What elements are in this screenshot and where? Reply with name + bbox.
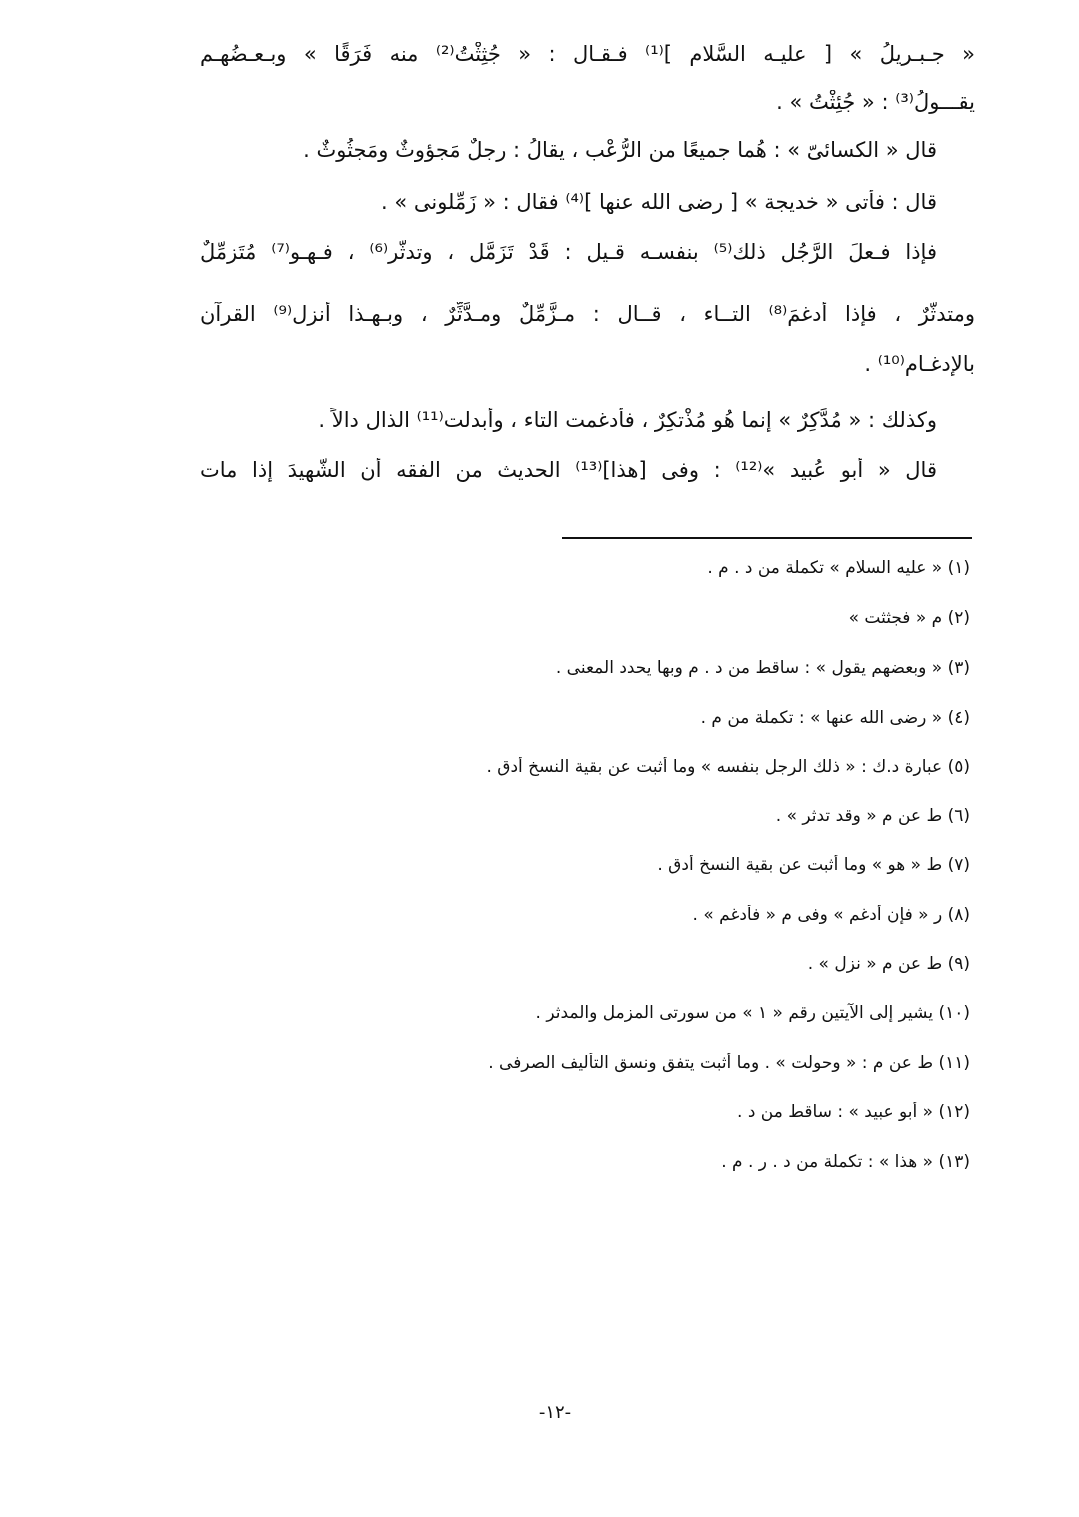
main-line-3: قال « الكسائىّ » : هُما جميعًا من الرُّعْب ، يقالُ : رجلٌ مَجؤوثٌ ومَجثُوثٌ . bbox=[303, 138, 937, 162]
footnote-4: (٤) « رضى الله عنها » : تكملة من م . bbox=[700, 708, 970, 728]
main-line-1: « جـبـريلُ » [ عليـه السَّلام ]⁽¹⁾ فـقـال : « جُثِثْتُ⁽²⁾ منه فَرَقًا » وبـعـضُهـم bbox=[200, 42, 975, 66]
footnote-1: (١) « عليه السلام » تكملة من د . م . bbox=[707, 558, 970, 578]
main-line-9: قال « أبو عُبيد »⁽¹²⁾ : وفى [هذا]⁽¹³⁾ الحديث من الفقه أن الشَّهيدَ إذا مات bbox=[200, 458, 937, 482]
footnote-10: (١٠) يشير إلى الآيتين رقم « ١ » من سورتى المزمل والمدثر . bbox=[535, 1003, 970, 1023]
footnote-5: (٥) عبارة د.ك : « ذلك الرجل بنفسه » وما أثبت عن بقية النسخ أدق . bbox=[486, 757, 970, 777]
main-line-6: ومتدثّرٌ ، فإذا أدغمَ⁽⁸⁾ التــاء ، قــال : مـزَّمِّلٌ ومـدَّثِّرٌ ، وبـهـذا أُنزل⁽⁹⁾ القرآن bbox=[200, 302, 975, 326]
footnote-7: (٧) ط « هو » وما أثبت عن بقية النسخ أدق . bbox=[657, 855, 970, 875]
footnote-12: (١٢) « أبو عبيد » : ساقط من د . bbox=[737, 1102, 970, 1122]
main-line-2: يقـــولُ⁽³⁾ : « جُئِثْتُ » . bbox=[776, 90, 975, 114]
footnote-11: (١١) ط عن م : « وحولت » . وما أثبت يتفق ونسق التأليف الصرفى . bbox=[488, 1053, 970, 1073]
footnote-6: (٦) ط عن م « وقد تدثر » . bbox=[775, 806, 970, 826]
footnote-3: (٣) « وبعضهم يقول » : ساقط من د . م وبها يحدد المعنى . bbox=[555, 658, 970, 678]
main-line-8: وكذلك : « مُدَّكِرٌ » إنما هُو مُذْتكِرٌ ، فأدغمت التاء ، وأبدلت⁽¹¹⁾ الذال دالاً . bbox=[318, 408, 937, 432]
page-number: -١٢- bbox=[538, 1402, 572, 1423]
main-line-7: بالإدغـام⁽¹⁰⁾ . bbox=[864, 352, 975, 376]
footnote-8: (٨) ر « فإن أدغم » وفى م « فأدغم » . bbox=[692, 905, 970, 925]
footnote-divider bbox=[562, 537, 972, 539]
footnote-9: (٩) ط عن م « نزل » . bbox=[807, 954, 970, 974]
footnote-13: (١٣) « هذا » : تكملة من د . ر . م . bbox=[721, 1152, 970, 1172]
main-line-5: فإذا فـعلَ الرَّجُل ذلك⁽⁵⁾ بنفسـه قـيل : قَدْ تَزَمَّل ، وتدثّر⁽⁶⁾ ، فـهـو⁽⁷⁾ مُتَزمِّلٌ bbox=[200, 240, 937, 264]
footnote-2: (٢) م « فجثثت » bbox=[848, 608, 970, 628]
main-line-4: قال : فأتى « خديجة » [ رضى الله عنها ]⁽⁴⁾ فقال : « زَمِّلونى » . bbox=[380, 190, 937, 214]
